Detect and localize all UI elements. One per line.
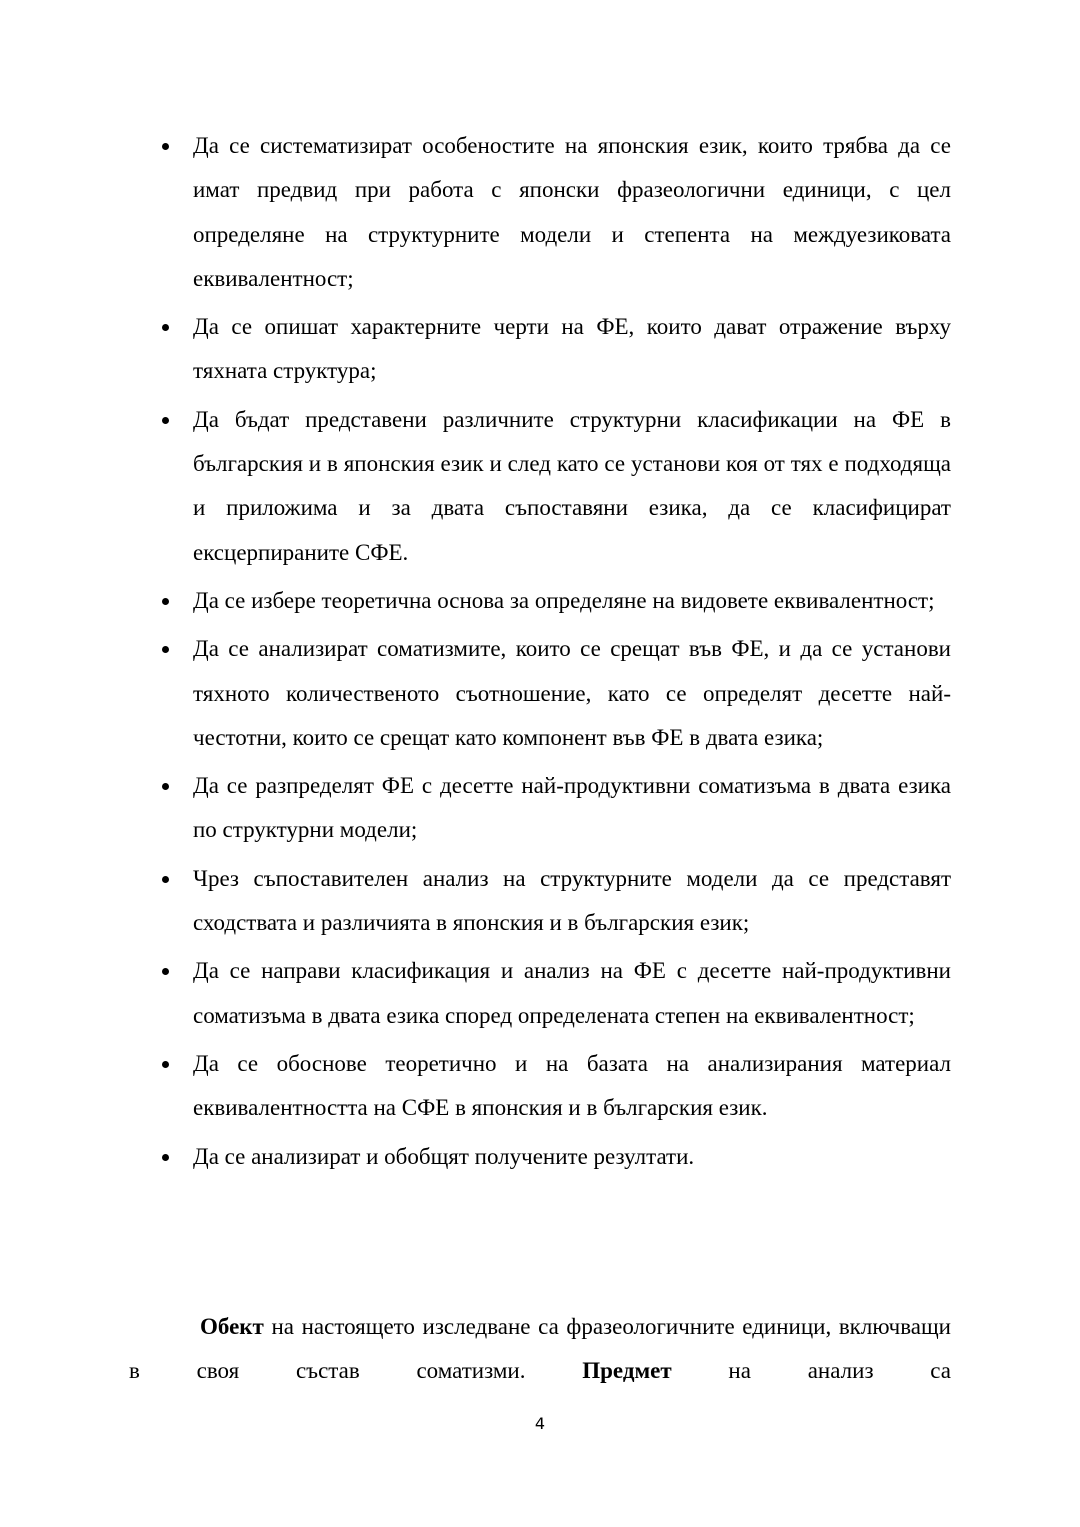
list-item-text: Да се разпределят ФЕ с десетте най-продуктивни соматизъма в двата езика по структурни модели;: [193, 773, 951, 843]
bullet-icon: [162, 1154, 169, 1161]
list-item-text: Да се анализират соматизмите, които се срещат във ФЕ, и да се установи тяхното количественото съотношение, като се определят десетте най-честотни, които се срещат като компонент във ФЕ в двата езика;: [193, 636, 951, 750]
list-item-text: Да се обоснове теоретично и на базата на анализирания материал еквивалентността на СФЕ в японския и в българския език.: [193, 1050, 951, 1121]
objectives-list: [162, 124, 951, 1183]
list-item: [162, 579, 951, 623]
term-subject: Предмет: [582, 1358, 672, 1384]
list-item-text: Да се систематизират особеностите на японския език, които трябва да се имат предвид при работа с японски фразеологични единици, с цел определяне на структурните модели и степента на междуезиковата еквивалентност;: [193, 133, 951, 291]
list-item-text: Чрез съпоставителен анализ на структурните модели да се представят сходствата и различията в японския и в българския език;: [193, 865, 951, 936]
list-item: [162, 305, 951, 394]
body-paragraph: [129, 1305, 951, 1394]
list-item: [162, 764, 951, 853]
paragraph-text-end: на анализ са: [671, 1358, 952, 1384]
list-item: [162, 124, 951, 301]
list-item-text: Да се направи класификация и анализ на ФЕ с десетте най-продуктивни соматизъма в двата езика според определената степен на еквивалентност;: [193, 958, 951, 1028]
list-item: [162, 627, 951, 760]
list-item-text: Да се опишат характерните черти на ФЕ, които дават отражение върху тяхната структура;: [193, 314, 951, 384]
list-item: [162, 1042, 951, 1131]
bullet-icon: [162, 417, 169, 424]
bullet-icon: [162, 1061, 169, 1068]
bullet-icon: [162, 876, 169, 883]
list-item-text: Да се избере теоретична основа за определяне на видовете еквивалентност;: [193, 587, 935, 613]
bullet-icon: [162, 598, 169, 605]
list-item-text: Да бъдат представени различните структурни класификации на ФЕ в българския и в японския език и след като се установи коя от тях е подходяща и приложима и за двата съпоставяни езика, да се класифицират ексцерпираните СФЕ.: [193, 406, 951, 565]
list-item: [162, 949, 951, 1038]
paragraph-text: на настоящето изследване са фразеологичните единици, включващи в своя състав соматизми.: [129, 1314, 951, 1384]
list-item: [162, 857, 951, 946]
term-object: Обект: [200, 1314, 264, 1339]
bullet-icon: [162, 646, 169, 653]
bullet-icon: [162, 783, 169, 790]
bullet-icon: [162, 324, 169, 331]
bullet-icon: [162, 143, 169, 150]
list-item: [162, 398, 951, 575]
list-item-text: Да се анализират и обобщят получените резултати.: [193, 1143, 695, 1169]
bullet-icon: [162, 968, 169, 975]
page-number: 4: [534, 1414, 546, 1433]
list-item: [162, 1135, 951, 1179]
